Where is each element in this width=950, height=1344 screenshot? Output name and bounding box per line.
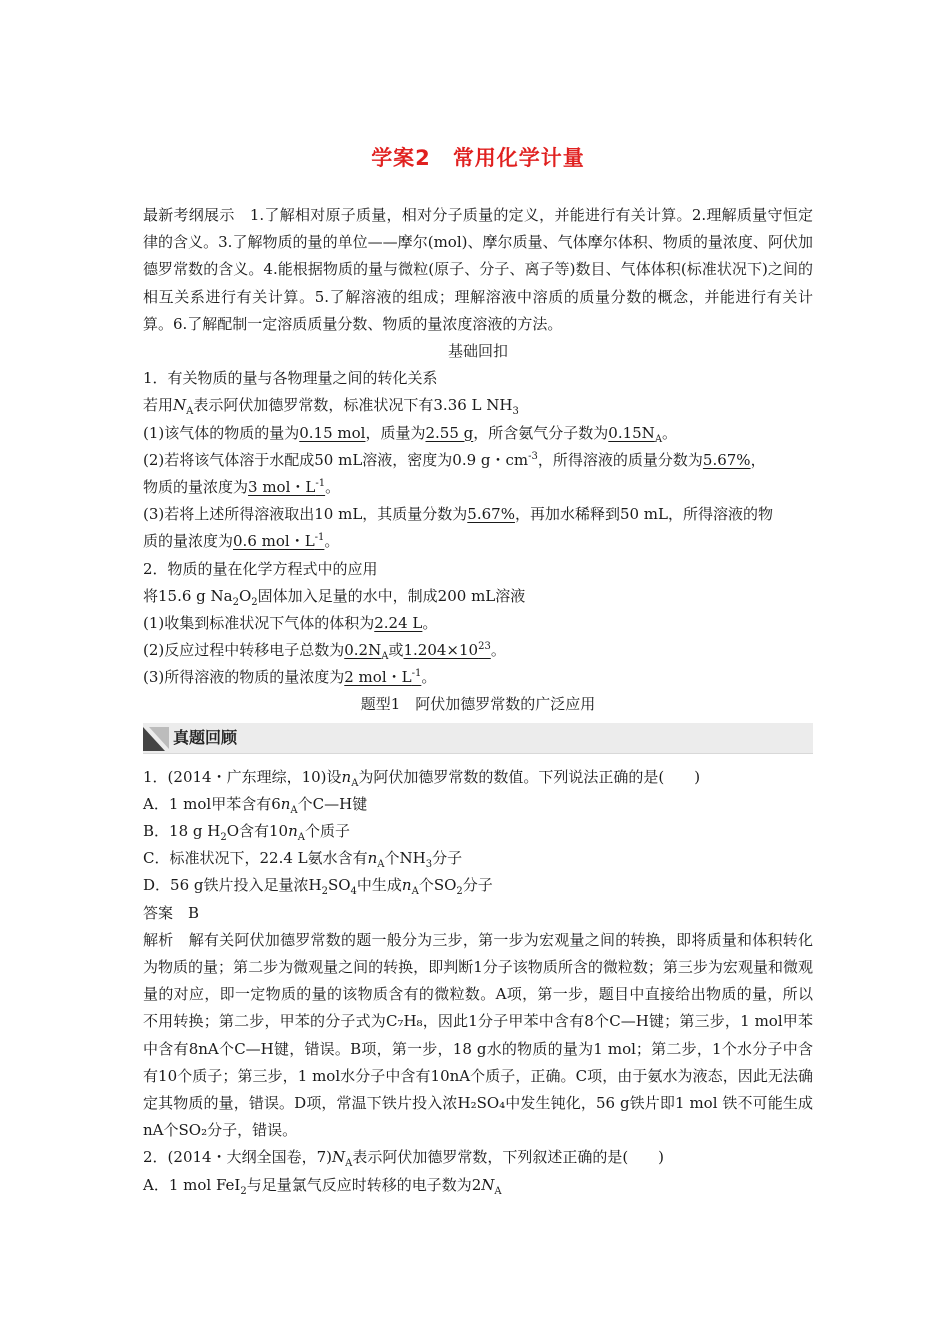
answer-blank: $0.15N_A$ xyxy=(608,423,663,445)
topic-heading: 题型1 阿伏加德罗常数的广泛应用 xyxy=(360,695,596,714)
corner-triangle-icon xyxy=(143,725,169,751)
q2-stem: 将15.6 g $Na_2O_2$固体加入足量的水中，制成200 mL溶液 xyxy=(143,586,526,608)
answer-blank: 2.24 L xyxy=(374,613,423,632)
section-band-label: 真题回顾 xyxy=(173,727,238,747)
section-basic-heading: 基础回扣 xyxy=(447,342,508,361)
ex2-question: 2．(2014・大纲全国卷，$7)N_A$表示阿伏加德罗常数，下列叙述正确的是( ) xyxy=(143,1148,665,1170)
answer-blank: 3 mol・$L^{-1}$ xyxy=(248,477,326,496)
ex1-question: 1．(2014・广东理综，10)设$n_A$为阿伏加德罗常数的数值。下列说法正确的是( ) xyxy=(143,767,701,789)
answer-blank: 2.55 g xyxy=(425,423,474,442)
answer-blank: 0.15 mol xyxy=(299,423,366,442)
q1-part2-cont: 物质的量浓度为3 mol・$L^{-1}$。 xyxy=(143,477,341,496)
ex1-option-a: A．1 mol甲苯含有$6n_A$个C—H键 xyxy=(143,794,368,816)
q2-part2: (2)反应过程中转移电子总数为$0.2N_A$或$1.204\times 10^{23}$。 xyxy=(143,641,506,663)
answer-blank: 0.6 mol・$L^{-1}$ xyxy=(233,532,325,551)
page-title: 学案2 常用化学计量 xyxy=(371,146,585,170)
outline-label: 最新考纲展示 xyxy=(143,206,235,224)
q1-part3-cont: 质的量浓度为0.6 mol・$L^{-1}$。 xyxy=(143,532,340,551)
answer-blank: 2 mol・$L^{-1}$ xyxy=(344,668,422,687)
q2-part3: (3)所得溶液的物质的量浓度为2 mol・$L^{-1}$。 xyxy=(143,668,437,687)
q1-heading: 1．有关物质的量与各物理量之间的转化关系 xyxy=(143,369,438,388)
ex1-option-d: D．56 g铁片投入足量浓$H_2SO_4$中生成$n_A$个$SO_2$分子 xyxy=(143,876,493,898)
syllabus-outline xyxy=(143,202,813,338)
section-band xyxy=(143,723,813,754)
q1-stem: 若用$N_A$表示阿伏加德罗常数，标准状况下有3.36 L $NH_3$ xyxy=(143,396,519,418)
ex1-option-c: C．标准状况下，22.4 L氨水含有$n_A$个$NH_3$分子 xyxy=(143,849,463,871)
q2-heading: 2．物质的量在化学方程式中的应用 xyxy=(143,559,378,578)
q2-part1: (1)收集到标准状况下气体的体积为2.24 L。 xyxy=(143,613,438,632)
ex1-answer: 答案 B xyxy=(143,903,200,922)
document-body xyxy=(143,142,813,1199)
q1-part1: (1)该气体的物质的量为0.15 mol，质量为2.55 g，所含氨气分子数为$0.15N_A$。 xyxy=(143,423,678,445)
ex1-analysis: 解析 解有关阿伏加德罗常数的题一般分为三步，第一步为宏观量之间的转换，即将质量和体积转化为物质的量；第二步为微观量之间的转换，即判断1分子该物质所含的微粒数；第三步为宏观量和微观量的对应，即一定物质的量的该物质含有的微粒数。A项，第一步，题目中直接给出物质的量，所以不用转换；第二步，甲苯的分子式为C₇H₈，因此1分子甲苯中含有8个C—H键；第三步，1 mol甲苯中含有8nA个C—H键，错误。B项，第一步，18 g水的物质的量为1 mol；第二步，1个水分子中含有10个质子；第三步，1 mol水分子中含有10nA个质子，正确。C项，由于氨水为液态，因此无法确定其物质的量，错误。D项，常温下铁片投入浓H₂SO₄中发生钝化，56 g铁片即1 mol 铁不可能生成nA个SO₂分子，错误。 xyxy=(143,930,813,1140)
q1-part2: (2)若将该气体溶于水配成50 mL溶液，密度为0.9 g・$cm^{-3}$，所得溶液的质量分数为5.67%， xyxy=(143,450,766,469)
answer-blank: 5.67% xyxy=(702,450,751,469)
answer-blank: 5.67% xyxy=(467,505,515,524)
q1-part3: (3)若将上述所得溶液取出10 mL，其质量分数为5.67%，再加水稀释到50 mL，所得溶液的物 xyxy=(143,505,773,524)
answer-blank: $1.204\times 10^{23}$ xyxy=(403,641,491,660)
outline-text: 1.了解相对原子质量，相对分子质量的定义，并能进行有关计算。2.理解质量守恒定律的含义。3.了解物质的量的单位——摩尔(mol)、摩尔质量、气体摩尔体积、物质的量浓度、阿伏加德罗常数的含义。4.能根据物质的量与微粒(原子、分子、离子等)数目、气体体积(标准状况下)之间的相互关系进行有关计算。5.了解溶液的组成；理解溶液中溶质的质量分数的概念，并能进行有关计算。6.了解配制一定溶质质量分数、物质的量浓度溶液的方法。 xyxy=(143,206,813,333)
ex2-option-a: A．1 mol FeI$_2$与足量氯气反应时转移的电子数为$2N_A$ xyxy=(143,1175,502,1197)
ex1-option-b: B．18 g $H_2O$含有$10n_A$个质子 xyxy=(143,822,351,844)
answer-blank: $0.2N_A$ xyxy=(344,641,389,663)
